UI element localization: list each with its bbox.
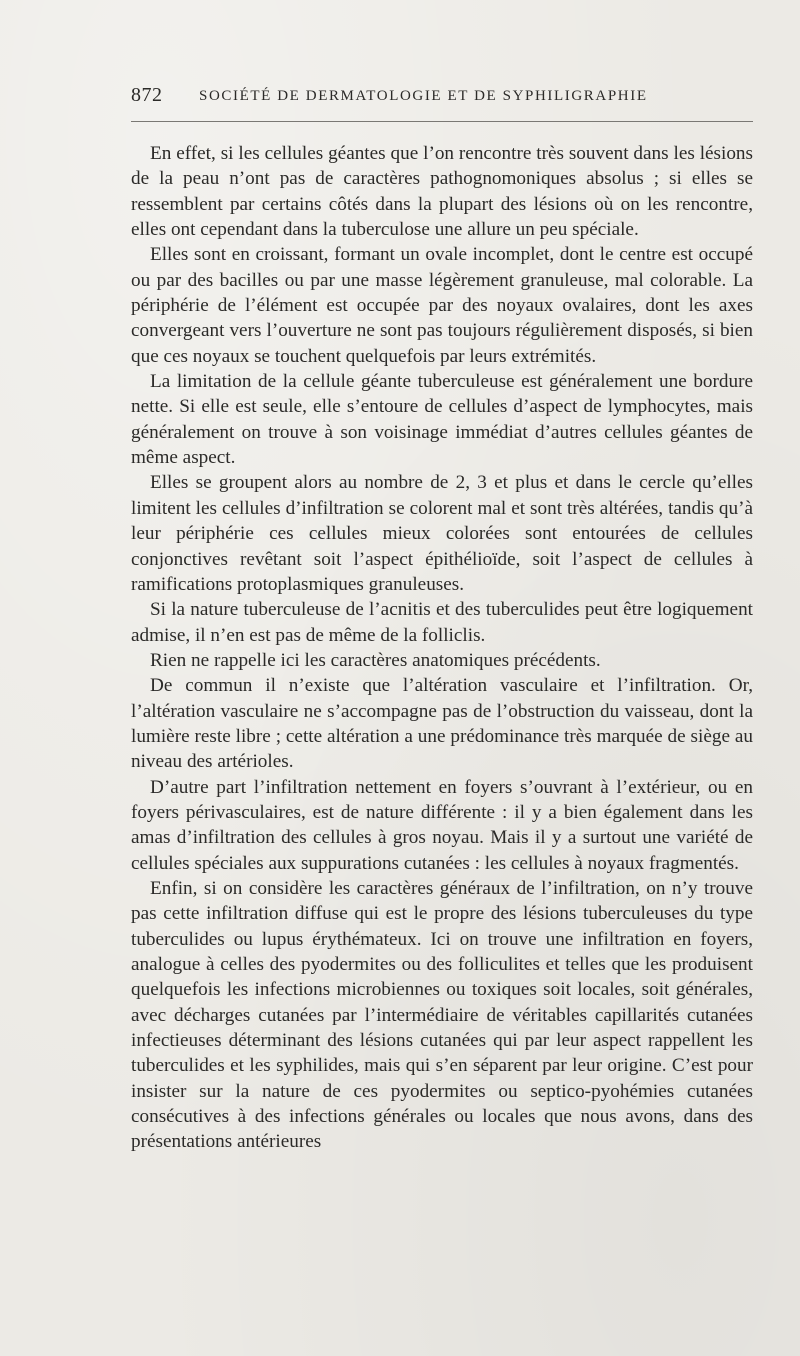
paragraph: Rien ne rappelle ici les caractères anatomiques précédents. [150,649,601,671]
paragraph: La limitation de la cellule géante tuberculeuse est généralement une bordure nette. Si elle est seule, elle s’entoure de cellules d’aspect de lymphocytes, mais généralement on trouve à son voisinage immédiat d’autres cellules géantes de même aspect. [131,371,753,469]
paragraph: Si la nature tuberculeuse de l’acnitis et des tuberculides peut être logiquement admise, il n’en est pas de même de la folliclis. [131,599,753,646]
paragraph: Elles sont en croissant, formant un ovale incomplet, dont le centre est occupé ou par des bacilles ou par une masse légèrement granuleuse, mal colorable. La périphérie de l’élément est occupée par des noyaux ovalaires, dont les axes convergeant vers l’ouverture ne sont pas toujours régulièrement disposés, si bien que ces noyaux se touchent quelquefois par leurs extrémités. [131,244,753,367]
paragraph: De commun il n’existe que l’altération vasculaire et l’infiltration. Or, l’altération vasculaire ne s’accompagne pas de l’obstruction du vaisseau, dont la lumière reste libre ; cette altération a une prédominance très marquée de siège au niveau des artérioles. [131,675,753,773]
paragraph: Enfin, si on considère les caractères généraux de l’infiltration, on n’y trouve pas cette infiltration diffuse qui est le propre des lésions tuberculeuses du type tuberculides ou lupus érythémateux. Ici on trouve une infiltration en foyers, analogue à celles des pyodermites ou des folliculites et telles que les produisent quelquefois les infections microbiennes ou toxiques soit locales, soit générales, avec décharges cutanées par l’intermédiaire de véritables capillarités cutanées infectieuses déterminant des lésions cutanées qui par leur aspect rappellent les tuberculides et les syphilides, mais qui s’en séparent par leur origine. C’est pour insister sur la nature de ces pyodermites ou septico-pyohémies cutanées consécutives à des infections générales ou locales que nous avons, dans des présentations antérieures [131,877,753,1153]
body-text [131,141,753,1155]
paragraph: D’autre part l’infiltration nettement en foyers s’ouvrant à l’extérieur, ou en foyers périvasculaires, est de nature différente : il y a bien également dans les amas d’infiltration des cellules à gros noyau. Mais il y a surtout une variété de cellules spéciales aux suppurations cutanées : les cellules à noyaux fragmentés. [131,776,753,874]
page-number: 872 [131,84,163,106]
running-header [131,84,753,110]
paragraph: En effet, si les cellules géantes que l’on rencontre très souvent dans les lésions de la peau n’ont pas de caractères pathognomoniques absolus ; si elles se ressemblent par certains côtés dans la plupart des lésions où on les rencontre, elles ont cependant dans la tuberculose une allure un peu spéciale. [131,143,753,241]
paragraph: Elles se groupent alors au nombre de 2, 3 et plus et dans le cercle qu’elles limitent les cellules d’infiltration se colorent mal et sont très altérées, tandis qu’à leur périphérie ces cellules mieux colorées sont entourées de cellules conjonctives revêtant soit l’aspect épithélioïde, soit l’aspect de cellules à ramifications protoplasmiques granuleuses. [131,472,753,595]
header-rule [131,121,753,122]
running-title: SOCIÉTÉ DE DERMATOLOGIE ET DE SYPHILIGRAPHIE [199,88,648,104]
